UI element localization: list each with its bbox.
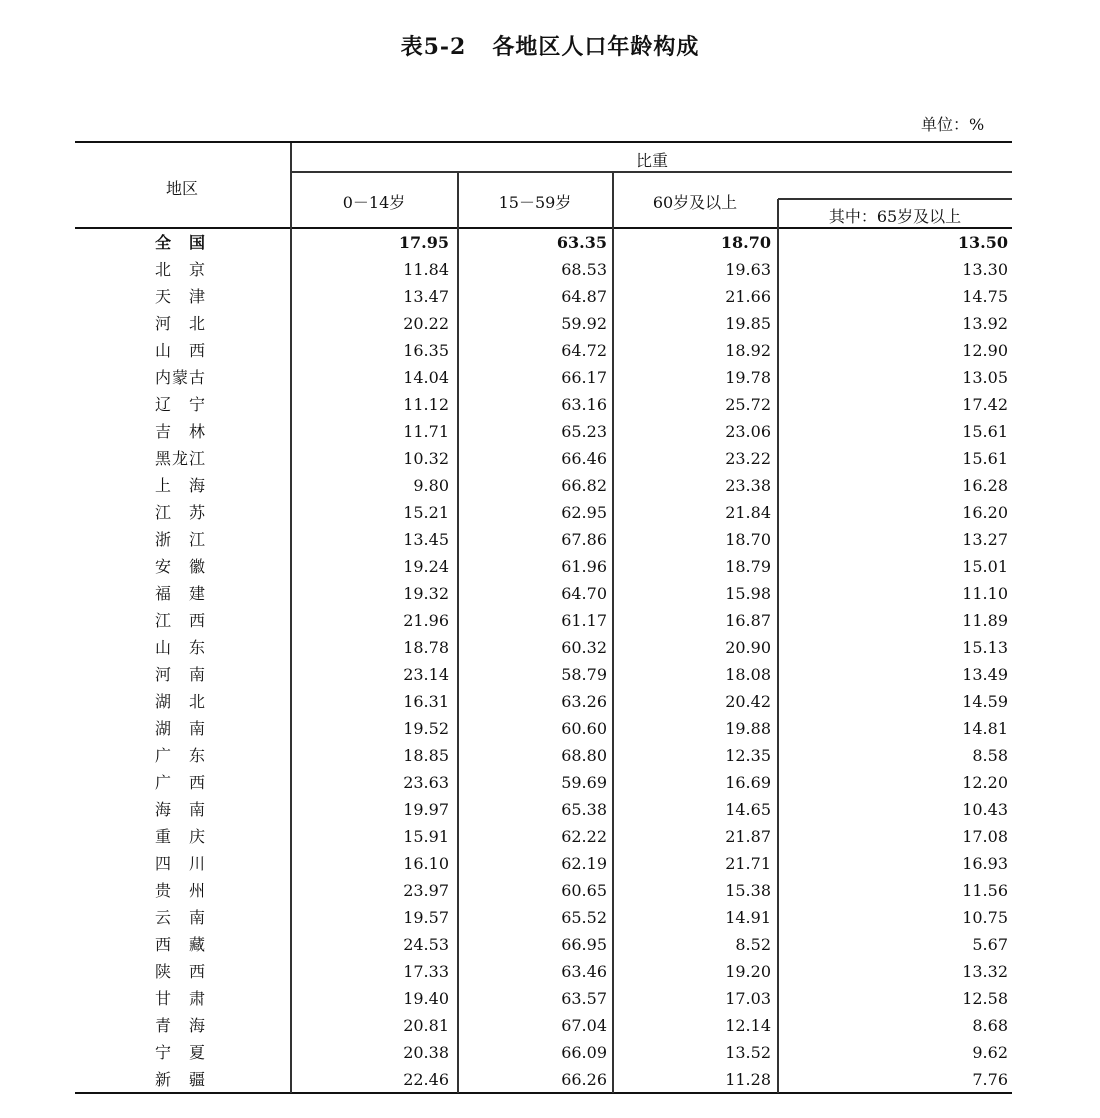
table-row: [75, 364, 1012, 391]
value-65-plus: 5.67: [972, 935, 1008, 954]
value-15-59: 59.69: [561, 773, 607, 792]
table-row: [75, 661, 1012, 688]
value-0-14: 15.21: [403, 503, 449, 522]
value-0-14: 14.04: [403, 368, 449, 387]
value-15-59: 64.70: [561, 584, 607, 603]
table-row: [75, 472, 1012, 499]
table-number: 表5-2: [400, 34, 467, 60]
value-0-14: 17.95: [398, 233, 449, 252]
value-0-14: 19.40: [403, 989, 449, 1008]
table-row: [75, 985, 1012, 1012]
region-cell: 甘肃: [155, 989, 205, 1008]
value-65-plus: 13.32: [962, 962, 1008, 981]
value-60-plus: 15.38: [725, 881, 771, 900]
value-65-plus: 14.81: [962, 719, 1008, 738]
value-0-14: 19.97: [403, 800, 449, 819]
region-cell: 浙江: [155, 530, 205, 549]
value-65-plus: 10.75: [962, 908, 1008, 927]
value-0-14: 23.97: [403, 881, 449, 900]
table-title: [0, 30, 1100, 61]
region-cell: 广东: [155, 746, 205, 765]
value-15-59: 65.38: [561, 800, 607, 819]
value-15-59: 60.65: [561, 881, 607, 900]
value-15-59: 64.72: [561, 341, 607, 360]
value-65-plus: 12.58: [962, 989, 1008, 1008]
value-15-59: 67.04: [561, 1016, 607, 1035]
value-65-plus: 17.42: [962, 395, 1008, 414]
value-65-plus: 11.10: [962, 584, 1008, 603]
value-60-plus: 21.87: [725, 827, 771, 846]
region-cell: 上海: [155, 476, 205, 495]
value-65-plus: 15.13: [962, 638, 1008, 657]
value-15-59: 62.19: [561, 854, 607, 873]
region-cell: 云南: [155, 908, 205, 927]
value-65-plus: 15.61: [962, 422, 1008, 441]
region-cell: 青海: [155, 1016, 205, 1035]
value-65-plus: 13.92: [962, 314, 1008, 333]
value-60-plus: 18.79: [725, 557, 771, 576]
region-cell: 福建: [155, 584, 205, 603]
value-0-14: 16.31: [403, 692, 449, 711]
table-row: [75, 1012, 1012, 1039]
value-15-59: 63.35: [556, 233, 607, 252]
table-row: [75, 688, 1012, 715]
sub-rule: [778, 198, 1012, 200]
region-cell: 新疆: [155, 1070, 205, 1089]
value-15-59: 61.96: [561, 557, 607, 576]
table-row: [75, 607, 1012, 634]
table-row: [75, 850, 1012, 877]
value-15-59: 62.22: [561, 827, 607, 846]
table-row: [75, 796, 1012, 823]
region-cell: 宁夏: [155, 1043, 205, 1062]
value-60-plus: 19.20: [725, 962, 771, 981]
value-15-59: 66.09: [561, 1043, 607, 1062]
region-cell: 西藏: [155, 935, 205, 954]
region-cell: 全国: [155, 233, 205, 252]
value-15-59: 66.17: [561, 368, 607, 387]
table-row: [75, 310, 1012, 337]
table-row: [75, 391, 1012, 418]
header-region: 地区: [165, 179, 198, 198]
unit-label: 单位：%: [921, 115, 985, 134]
table-row: [75, 823, 1012, 850]
region-cell: 黑龙江: [155, 449, 205, 468]
region-cell: 山西: [155, 341, 205, 360]
value-65-plus: 14.59: [962, 692, 1008, 711]
value-60-plus: 20.90: [725, 638, 771, 657]
region-cell: 河南: [155, 665, 205, 684]
value-0-14: 19.52: [403, 719, 449, 738]
value-60-plus: 8.52: [735, 935, 771, 954]
value-0-14: 17.33: [403, 962, 449, 981]
value-0-14: 23.63: [403, 773, 449, 792]
value-0-14: 13.47: [403, 287, 449, 306]
value-65-plus: 11.89: [962, 611, 1008, 630]
value-65-plus: 10.43: [962, 800, 1008, 819]
value-60-plus: 19.78: [725, 368, 771, 387]
header-col4: 其中：65岁及以上: [828, 207, 962, 226]
value-0-14: 23.14: [403, 665, 449, 684]
value-15-59: 63.57: [561, 989, 607, 1008]
value-15-59: 63.26: [561, 692, 607, 711]
value-65-plus: 12.90: [962, 341, 1008, 360]
value-60-plus: 21.71: [725, 854, 771, 873]
value-0-14: 19.32: [403, 584, 449, 603]
table-row: [75, 445, 1012, 472]
region-cell: 北京: [155, 260, 205, 279]
value-15-59: 60.60: [561, 719, 607, 738]
region-cell: 贵州: [155, 881, 205, 900]
table-row: [75, 256, 1012, 283]
table-row: [75, 499, 1012, 526]
value-15-59: 67.86: [561, 530, 607, 549]
proportion-rule: [291, 171, 1012, 173]
value-60-plus: 23.38: [725, 476, 771, 495]
region-cell: 江西: [155, 611, 205, 630]
table-row: [75, 553, 1012, 580]
value-0-14: 24.53: [403, 935, 449, 954]
value-65-plus: 16.28: [962, 476, 1008, 495]
value-15-59: 66.82: [561, 476, 607, 495]
table-row: [75, 418, 1012, 445]
table-row: [75, 742, 1012, 769]
value-60-plus: 21.84: [725, 503, 771, 522]
value-0-14: 11.12: [403, 395, 449, 414]
header-col1: 0－14岁: [342, 193, 406, 212]
value-0-14: 18.85: [403, 746, 449, 765]
table-row: [75, 715, 1012, 742]
table-row: [75, 904, 1012, 931]
value-65-plus: 8.68: [972, 1016, 1008, 1035]
value-0-14: 20.81: [403, 1016, 449, 1035]
value-65-plus: 13.27: [962, 530, 1008, 549]
value-60-plus: 13.52: [725, 1043, 771, 1062]
value-0-14: 16.10: [403, 854, 449, 873]
value-15-59: 58.79: [561, 665, 607, 684]
header-col2: 15－59岁: [498, 193, 572, 212]
value-15-59: 68.80: [561, 746, 607, 765]
region-cell: 海南: [155, 800, 205, 819]
value-60-plus: 18.70: [725, 530, 771, 549]
table-row: [75, 1066, 1012, 1093]
value-60-plus: 20.42: [725, 692, 771, 711]
value-60-plus: 15.98: [725, 584, 771, 603]
value-60-plus: 18.70: [720, 233, 771, 252]
value-60-plus: 14.91: [725, 908, 771, 927]
value-0-14: 13.45: [403, 530, 449, 549]
region-cell: 湖北: [155, 692, 205, 711]
value-60-plus: 14.65: [725, 800, 771, 819]
region-cell: 河北: [155, 314, 205, 333]
value-60-plus: 17.03: [725, 989, 771, 1008]
value-0-14: 11.71: [403, 422, 449, 441]
value-15-59: 62.95: [561, 503, 607, 522]
value-0-14: 20.38: [403, 1043, 449, 1062]
table-row: [75, 877, 1012, 904]
value-60-plus: 19.85: [725, 314, 771, 333]
value-0-14: 22.46: [403, 1070, 449, 1089]
value-0-14: 9.80: [413, 476, 449, 495]
value-0-14: 10.32: [403, 449, 449, 468]
value-65-plus: 13.30: [962, 260, 1008, 279]
region-cell: 天津: [155, 287, 205, 306]
value-65-plus: 11.56: [962, 881, 1008, 900]
region-cell: 湖南: [155, 719, 205, 738]
table-row: [75, 580, 1012, 607]
region-cell: 吉林: [155, 422, 205, 441]
value-65-plus: 9.62: [972, 1043, 1008, 1062]
table-row: [75, 526, 1012, 553]
table-row: [75, 931, 1012, 958]
value-15-59: 61.17: [561, 611, 607, 630]
value-60-plus: 12.35: [725, 746, 771, 765]
region-cell: 辽宁: [155, 395, 205, 414]
value-65-plus: 13.05: [962, 368, 1008, 387]
value-0-14: 16.35: [403, 341, 449, 360]
table-row: [75, 1039, 1012, 1066]
value-15-59: 66.26: [561, 1070, 607, 1089]
table-row: [75, 229, 1012, 256]
region-cell: 陕西: [155, 962, 205, 981]
value-65-plus: 8.58: [972, 746, 1008, 765]
top-rule: [75, 141, 1012, 143]
value-60-plus: 12.14: [725, 1016, 771, 1035]
table-row: [75, 958, 1012, 985]
table-row: [75, 634, 1012, 661]
region-cell: 重庆: [155, 827, 205, 846]
value-15-59: 64.87: [561, 287, 607, 306]
value-60-plus: 11.28: [725, 1070, 771, 1089]
table-row: [75, 337, 1012, 364]
value-15-59: 65.52: [561, 908, 607, 927]
value-65-plus: 13.49: [962, 665, 1008, 684]
region-cell: 广西: [155, 773, 205, 792]
value-65-plus: 15.61: [962, 449, 1008, 468]
region-cell: 四川: [155, 854, 205, 873]
value-0-14: 15.91: [403, 827, 449, 846]
region-cell: 山东: [155, 638, 205, 657]
value-65-plus: 16.20: [962, 503, 1008, 522]
value-0-14: 19.24: [403, 557, 449, 576]
table-row: [75, 769, 1012, 796]
region-cell: 内蒙古: [155, 368, 205, 387]
value-15-59: 68.53: [561, 260, 607, 279]
value-15-59: 60.32: [561, 638, 607, 657]
value-60-plus: 16.69: [725, 773, 771, 792]
value-60-plus: 16.87: [725, 611, 771, 630]
table-title-text: 各地区人口年龄构成: [492, 34, 700, 60]
value-60-plus: 23.06: [725, 422, 771, 441]
header-proportion: 比重: [635, 151, 668, 170]
value-60-plus: 18.08: [725, 665, 771, 684]
value-15-59: 65.23: [561, 422, 607, 441]
value-15-59: 63.46: [561, 962, 607, 981]
value-60-plus: 21.66: [725, 287, 771, 306]
value-65-plus: 15.01: [962, 557, 1008, 576]
value-60-plus: 19.88: [725, 719, 771, 738]
value-65-plus: 7.76: [972, 1070, 1008, 1089]
table-row: [75, 283, 1012, 310]
value-60-plus: 25.72: [725, 395, 771, 414]
value-15-59: 63.16: [561, 395, 607, 414]
value-15-59: 59.92: [561, 314, 607, 333]
value-65-plus: 17.08: [962, 827, 1008, 846]
region-cell: 安徽: [155, 557, 205, 576]
value-15-59: 66.46: [561, 449, 607, 468]
value-15-59: 66.95: [561, 935, 607, 954]
value-0-14: 11.84: [403, 260, 449, 279]
header-col3: 60岁及以上: [652, 193, 738, 212]
value-65-plus: 14.75: [962, 287, 1008, 306]
value-0-14: 20.22: [403, 314, 449, 333]
value-60-plus: 19.63: [725, 260, 771, 279]
value-65-plus: 12.20: [962, 773, 1008, 792]
value-65-plus: 16.93: [962, 854, 1008, 873]
value-0-14: 18.78: [403, 638, 449, 657]
region-cell: 江苏: [155, 503, 205, 522]
value-60-plus: 23.22: [725, 449, 771, 468]
value-65-plus: 13.50: [957, 233, 1008, 252]
value-60-plus: 18.92: [725, 341, 771, 360]
value-0-14: 21.96: [403, 611, 449, 630]
value-0-14: 19.57: [403, 908, 449, 927]
